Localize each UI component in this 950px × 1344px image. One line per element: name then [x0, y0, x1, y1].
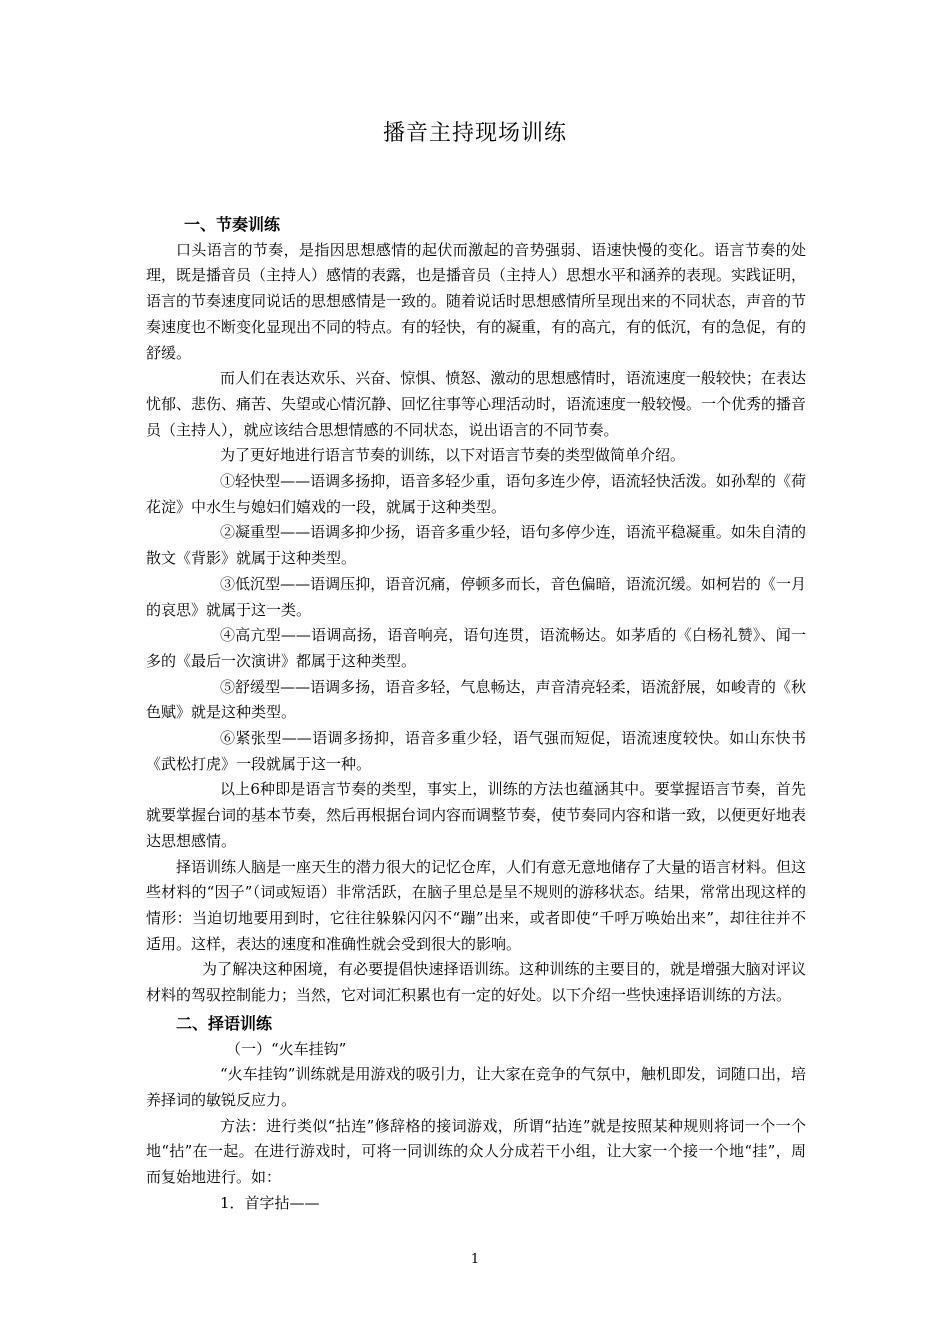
section-heading-rhythm: 一、节奏训练	[184, 215, 281, 234]
page-number: 1	[470, 1252, 480, 1267]
page-title: 播音主持现场训练	[382, 121, 567, 146]
rhythm-type-item: ⑥紧张型——语调多扬抑，语音多重少轻，语气强而短促，语流速度较快。如山东快书《武松打虎》一段就属于这一种。	[146, 729, 806, 773]
paragraph: 为了更好地进行语言节奏的训练，以下对语言节奏的类型做简单介绍。	[220, 446, 686, 465]
paragraph: 以上6种即是语言节奏的类型，事实上，训练的方法也蕴涵其中。要掌握语言节奏，首先就要掌握台词的基本节奏，然后再根据台词内容而调整节奏，使节奏同内容和谐一致，以便更好地表达思想感情。	[146, 780, 807, 850]
subsection-heading: （一）“火车挂钩”	[226, 1039, 347, 1058]
rhythm-type-item: ④高亢型——语调高扬，语音响亮，语句连贯，语流畅达。如茅盾的《白杨礼赞》、闻一多的《最后一次演讲》都属于这种类型。	[146, 626, 806, 670]
rhythm-type-item: ⑤舒缓型——语调多扬，语音多轻，气息畅达，声音清亮轻柔，语流舒展，如峻青的《秋色赋》就是这种类型。	[146, 677, 806, 722]
paragraph: 而人们在表达欢乐、兴奋、惊惧、愤怒、激动的思想感情时，语流速度一般较快；在表达忧郁、悲伤、痛苦、失望或心情沉静、回忆往事等心理活动时，语流速度一般较慢。一个优秀的播音员（主持人），就应该结合思想情感的不同状态，说出语言的不同节奏。	[146, 369, 807, 439]
rhythm-type-item: ③低沉型——语调压抑，语音沉痛，停顿多而长，音色偏暗，语流沉缓。如柯岩的《一月的哀思》就属于这一类。	[146, 574, 806, 619]
paragraph: 口头语言的节奏，是指因思想感情的起伏而激起的音势强弱、语速快慢的变化。语言节奏的处理，既是播音员（主持人）感情的表露，也是播音员（主持人）思想水平和涵养的表现。实践证明，语言的节奏速度同说话的思想感情是一致的。随着说话时思想感情所呈现出来的不同状态，声音的节奏速度也不断变化显现出不同的特点。有的轻快，有的凝重，有的高亢，有的低沉，有的急促，有的舒缓。	[146, 240, 807, 362]
paragraph: “火车挂钩”训练就是用游戏的吸引力，让大家在竞争的气氛中，触机即发，词随口出，培养择词的敏锐反应力。	[146, 1065, 806, 1109]
section-heading-word-selection: 二、择语训练	[176, 1013, 273, 1033]
document-body	[146, 212, 806, 1216]
paragraph: 方法：进行类似“拈连”修辞格的接词游戏，所谓“拈连”就是按照某种规则将词一个一个地“拈”在一起。在进行游戏时，可将一同训练的众人分成若干小组，让大家一个接一个地“挂”，周而复始地进行。如：	[146, 1116, 806, 1187]
paragraph: 为了解决这种困境，有必要提倡快速择语训练。这种训练的主要目的，就是增强大脑对评议材料的驾驭控制能力；当然，它对词汇积累也有一定的好处。以下介绍一些快速择语训练的方法。	[146, 960, 806, 1005]
rhythm-type-item: ②凝重型——语调多抑少扬，语音多重少轻，语句多停少连，语流平稳凝重。如朱自清的散文《背影》就属于这种类型。	[146, 523, 806, 568]
rhythm-type-item: ①轻快型——语调多扬抑，语音多轻少重，语句多连少停，语流轻快活泼。如孙犁的《荷花淀》中水生与媳妇们嬉戏的一段，就属于这种类型。	[146, 472, 806, 516]
paragraph: 择语训练人脑是一座天生的潜力很大的记忆仓库，人们有意无意地储存了大量的语言材料。但这些材料的“因子”（词或短语）非常活跃，在脑子里总是呈不规则的游移状态。结果，常常出现这样的情形：当迫切地要用到时，它往往躲躲闪闪不“蹦”出来，或者即使“千呼万唤始出来”，却往往并不适用。这样，表达的速度和准确性就会受到很大的影响。	[146, 857, 807, 953]
list-item: 1．首字拈——	[220, 1193, 320, 1212]
